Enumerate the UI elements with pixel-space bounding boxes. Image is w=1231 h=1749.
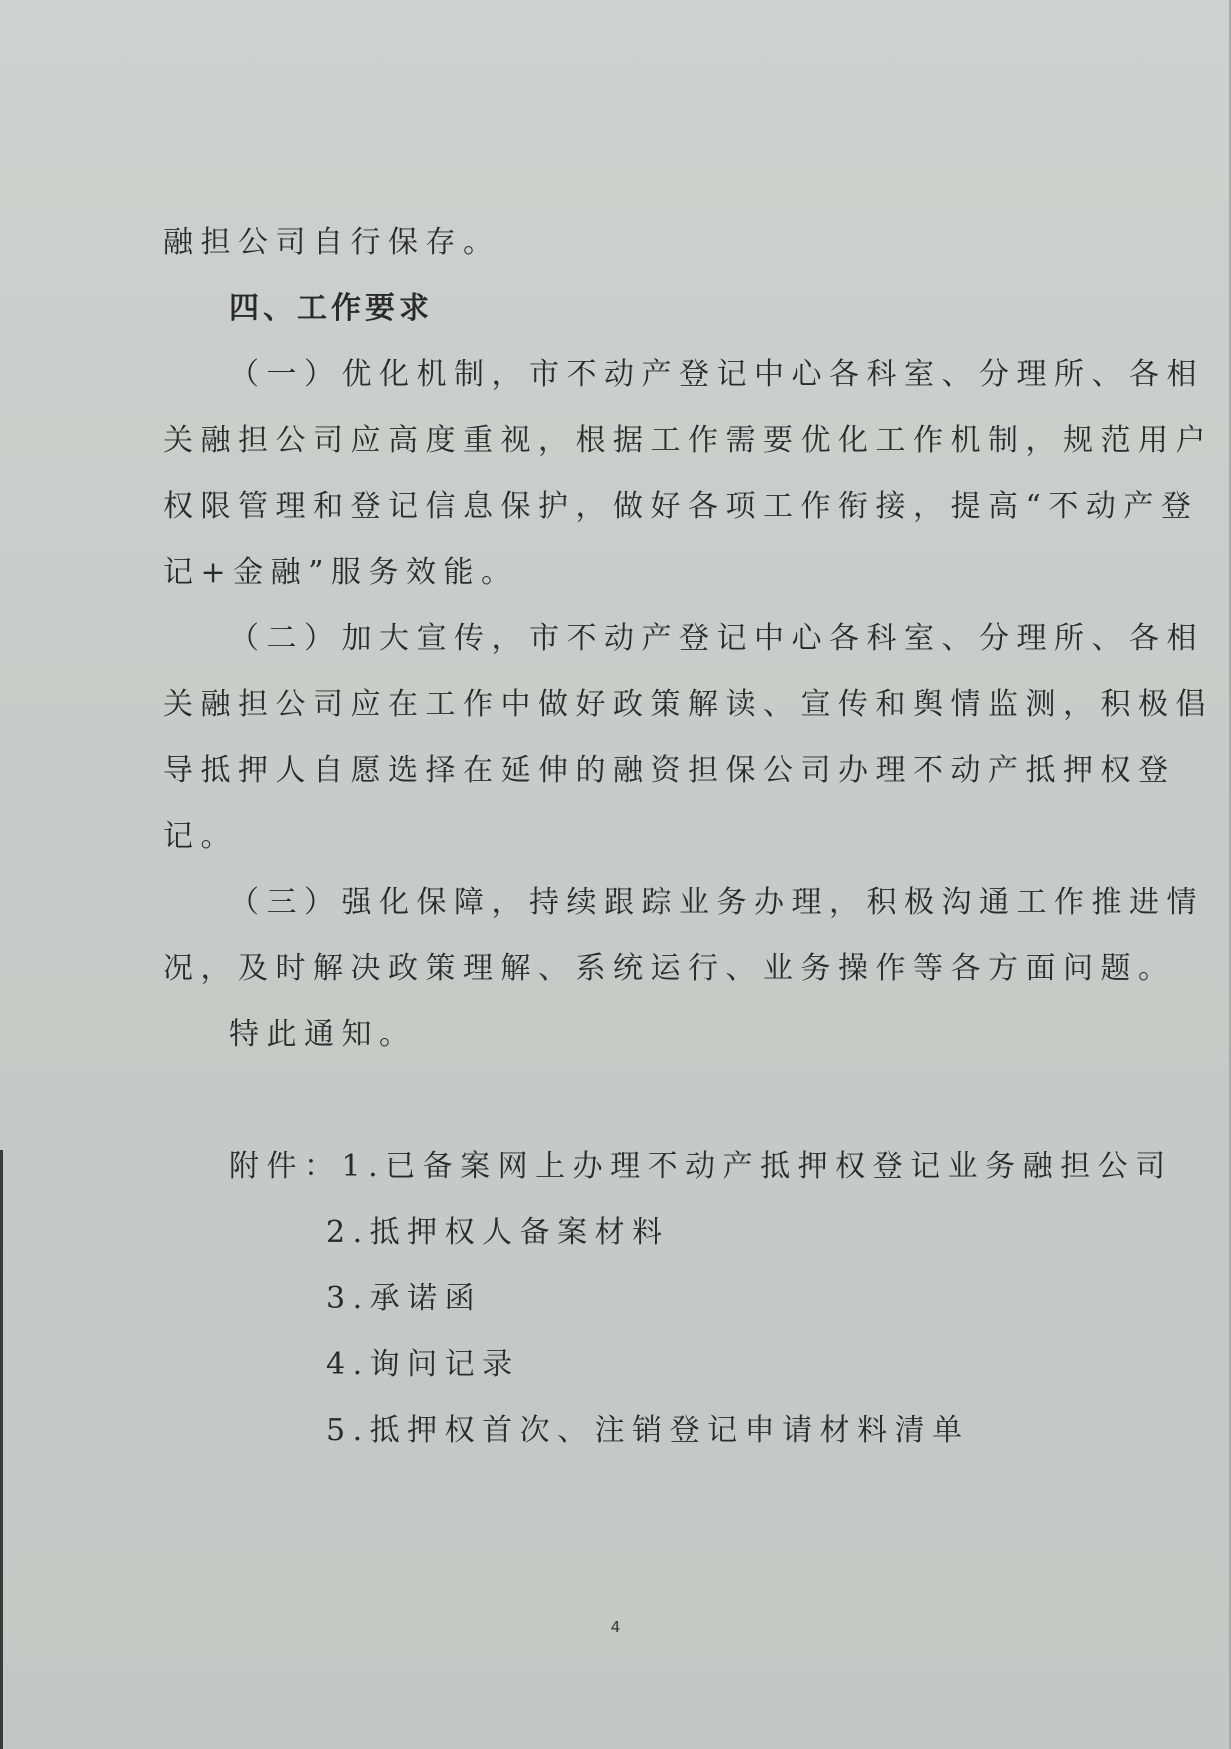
paragraph-line: 导抵押人自愿选择在延伸的融资担保公司办理不动产抵押权登	[163, 753, 1176, 788]
paragraph-line: 关融担公司应高度重视，根据工作需要优化工作机制，规范用户	[163, 423, 1213, 458]
document-body	[163, 210, 1213, 1464]
attachment-item: 5.抵押权首次、注销登记申请材料清单	[326, 1413, 970, 1448]
paragraph-line: （二）加大宣传，市不动产登记中心各科室、分理所、各相	[229, 621, 1204, 656]
paragraph-line: （三）强化保障，持续跟踪业务办理，积极沟通工作推进情	[229, 885, 1204, 920]
paragraph-line: 融担公司自行保存。	[163, 225, 501, 260]
attachment-label: 附件：	[229, 1149, 342, 1184]
paragraph-line: （一）优化机制，市不动产登记中心各科室、分理所、各相	[229, 357, 1204, 392]
paragraph-line: 关融担公司应在工作中做好政策解读、宣传和舆情监测，积极倡	[163, 687, 1213, 722]
scan-edge-left	[0, 1150, 3, 1749]
page-number: 4	[610, 1618, 621, 1636]
section-heading: 四、工作要求	[229, 291, 433, 326]
paragraph-line: 权限管理和登记信息保护，做好各项工作衔接，提高“不动产登	[163, 489, 1199, 524]
paragraph-line: 记。	[163, 819, 238, 854]
attachment-item: 2.抵押权人备案材料	[326, 1215, 670, 1250]
closing-remark: 特此通知。	[229, 1017, 417, 1052]
attachment-item: 1.已备案网上办理不动产抵押权登记业务融担公司	[341, 1149, 1173, 1184]
paragraph-line: 况，及时解决政策理解、系统运行、业务操作等各方面问题。	[163, 951, 1176, 986]
attachment-item: 3.承诺函	[326, 1281, 483, 1316]
attachment-item: 4.询问记录	[326, 1347, 520, 1382]
paragraph-line: 记+金融”服务效能。	[163, 555, 519, 590]
attachment-list-first	[163, 1134, 1173, 1200]
